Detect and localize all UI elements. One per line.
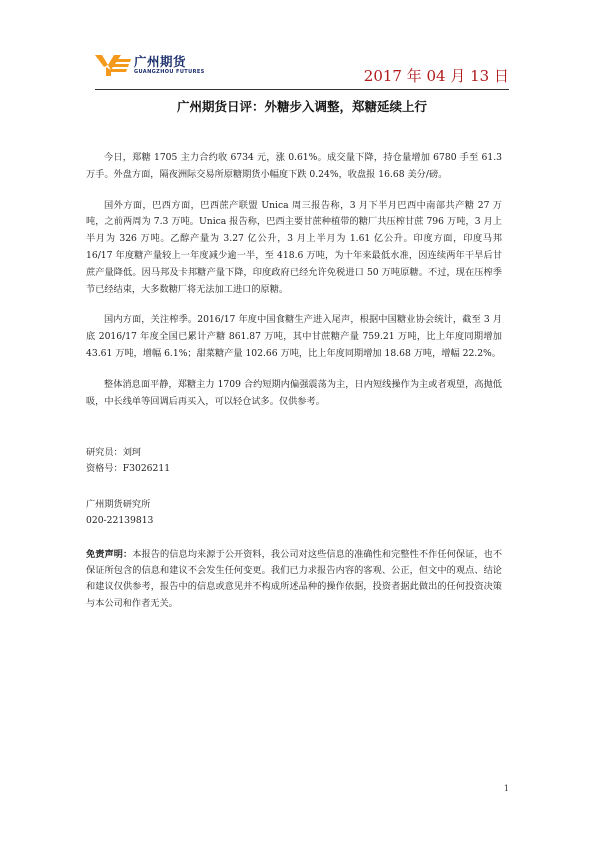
institute-phone: 020-22139813 <box>86 514 154 526</box>
analyst-info <box>86 445 502 476</box>
report-header <box>95 50 509 92</box>
report-date: 2017 年 04 月 13 日 <box>363 67 509 85</box>
paragraph-outlook: 整体消息面平静，郑糖主力 1709 合约短期内偏强震荡为主，日内短线操作为主或者观望，高抛低吸，中长线单等回调后再买入，可以轻仓试多。仅供参考。 <box>86 378 502 407</box>
institute-name: 广州期货研究所 <box>86 499 151 510</box>
analyst-name: 研究员：刘珂 <box>86 447 142 458</box>
page-number: 1 <box>503 784 509 793</box>
paragraph-market-summary: 今日，郑糖 1705 主力合约收 6734 元，涨 0.61%。成交量下降，持仓量增加 6780 手至 61.3 万手。外盘方面，隔夜洲际交易所原糖期货小幅度下跌 0.24%，收盘报 16.68 美分/磅。 <box>86 152 502 180</box>
disclaimer <box>86 547 502 612</box>
report-title: 广州期货日评：外糖步入调整，郑糖延续上行 <box>176 99 427 114</box>
report-body <box>86 150 502 410</box>
analyst-license: 资格号：F3026211 <box>86 462 171 474</box>
company-logo-icon <box>95 53 131 77</box>
logo-chinese-name: 广州期货 <box>134 53 187 69</box>
disclaimer-label: 免责声明： <box>86 549 133 560</box>
paragraph-domestic: 国内方面，关注榨季。2016/17 年度中国食糖生产进入尾声，根据中国糖业协会统计，截至 3 月底 2016/17 年度全国已累计产糖 861.87 万吨，其中甘蔗糖产量 759.21 万吨，比上年度同期增加 43.61 万吨，增幅 6.1%；甜菜糖产量 102.66 万吨，比上年度同期增加 18.68 万吨，增幅 22.2%。 <box>86 314 502 359</box>
institute-info <box>86 497 502 528</box>
header-divider <box>95 89 509 90</box>
company-logo <box>95 50 205 80</box>
paragraph-overseas: 国外方面，巴西方面，巴西蔗产联盟 Unica 周三报告称，3 月下半月巴西中南部共产糖 27 万吨，之前两周为 7.3 万吨。Unica 报告称，巴西主要甘蔗种植带的糖厂共压榨甘蔗 796 万吨，3 月上半月为 326 万吨。乙醇产量为 3.27 亿公升，3 月上半月为 1.61 亿公升。印度方面，印度马邦 16/17 年度糖产量较上一年度减少逾一半，至 418.6 万吨，为十年来最低水准，因连续两年干旱后甘蔗产量降低。因马邦及卡邦糖产量下降，印度政府已经允许免税进口 50 万吨原糖。不过，现在压榨季节已经结束，大多数糖厂将无法加工进口的原糖。 <box>86 199 502 295</box>
disclaimer-text: 本报告的信息均来源于公开资料，我公司对这些信息的准确性和完整性不作任何保证，也不保证所包含的信息和建议不会发生任何变更。我们已力求报告内容的客观、公正，但文中的观点、结论和建议仅供参考，报告中的信息或意见并不构成所述品种的操作依据，投资者据此做出的任何投资决策与本公司和作者无关。 <box>86 549 503 609</box>
logo-english-name: GUANGZHOU FUTURES <box>134 68 205 75</box>
